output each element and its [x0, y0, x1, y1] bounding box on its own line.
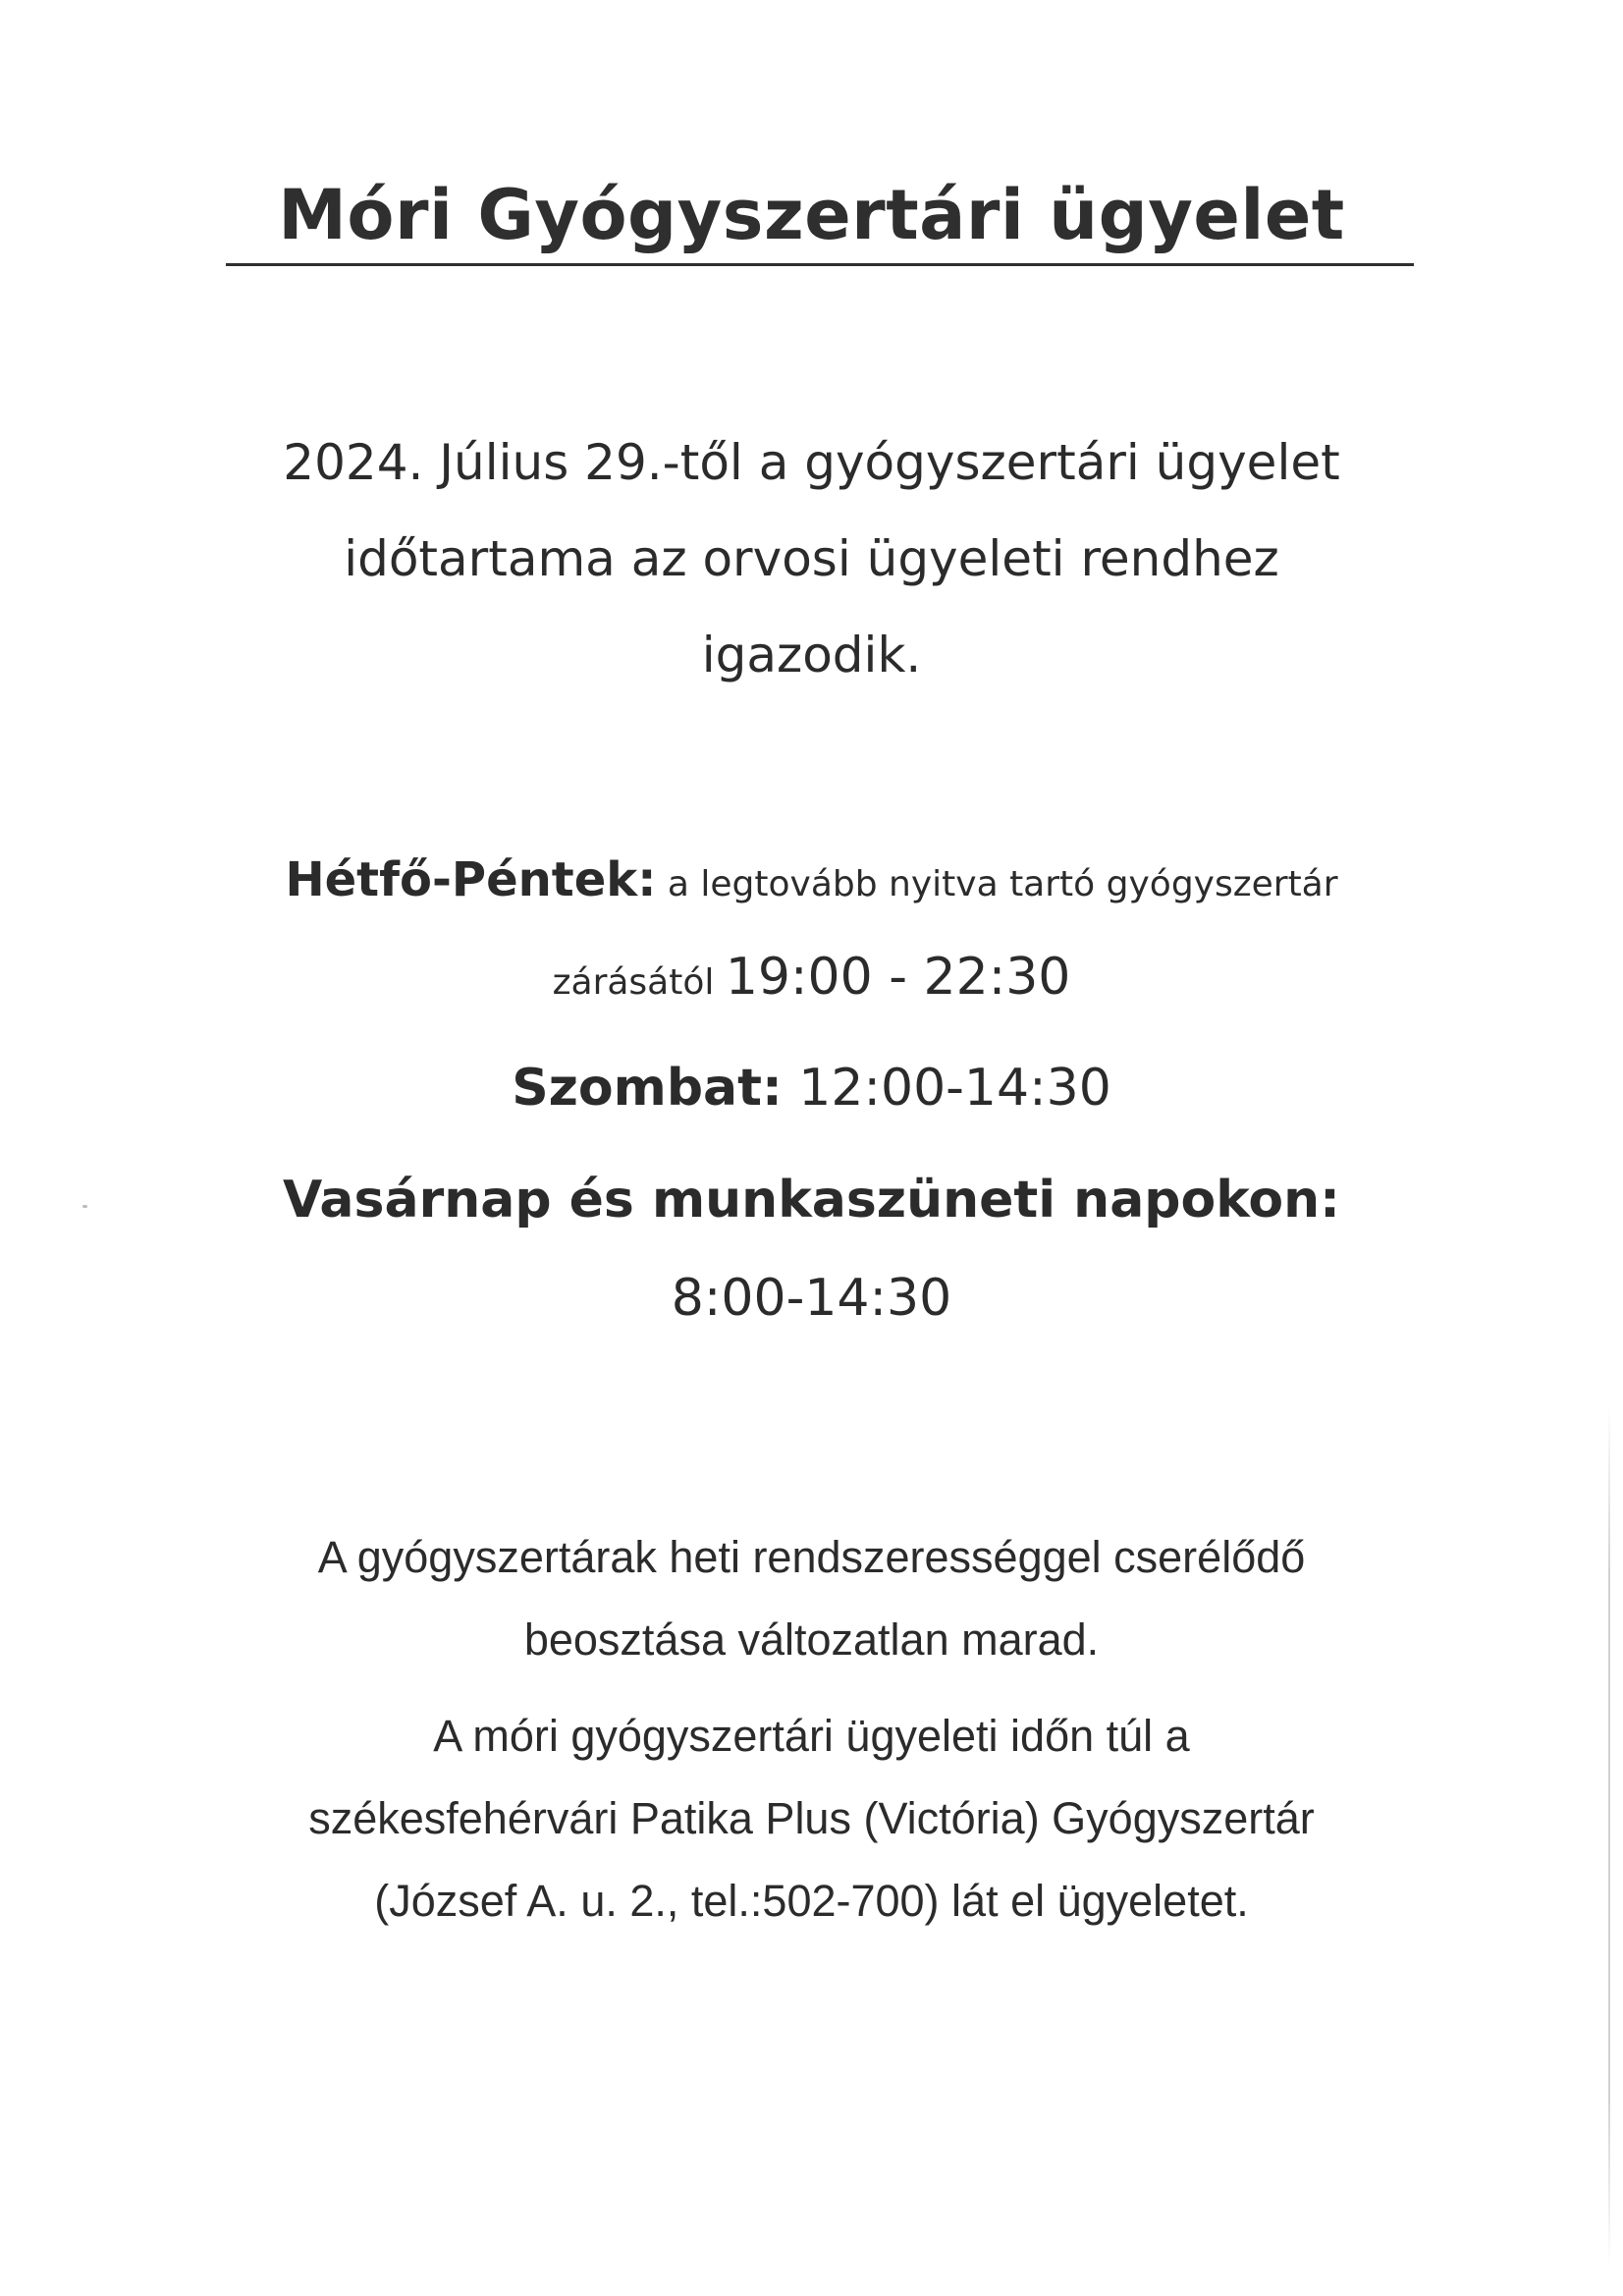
footer-line-3: A móri gyógyszertári ügyeleti időn túl a: [433, 1711, 1190, 1761]
intro-line-2: időtartama az orvosi ügyeleti rendhez: [344, 530, 1279, 587]
scan-edge-line: [1608, 1404, 1610, 2269]
footer-line-1: A gyógyszertárak heti rendszerességgel cserélődő: [317, 1532, 1306, 1582]
title-underline: [226, 263, 1414, 266]
weekday-description: a legtovább nyitva tartó gyógyszertár: [656, 864, 1338, 904]
weekday-label: Hétfő-Péntek:: [285, 852, 657, 907]
weekday-closing-prefix: zárásától: [552, 962, 726, 1003]
intro-line-1: 2024. Július 29.-től a gyógyszertári ügyelet: [283, 434, 1340, 491]
weekday-schedule: [0, 852, 1623, 907]
document-title: Móri Gyógyszertári ügyelet: [278, 175, 1345, 255]
footer-line-5: (József A. u. 2., tel.:502-700) lát el ügyeletet.: [374, 1876, 1249, 1926]
weekday-hours-line: [0, 948, 1623, 1007]
footer-line-4: székesfehérvári Patika Plus (Victória) Gyógyszertár: [308, 1793, 1315, 1843]
saturday-schedule: [0, 1059, 1623, 1118]
sunday-hours: 8:00-14:30: [671, 1269, 952, 1328]
sunday-label: Vasárnap és munkaszüneti napokon:: [283, 1171, 1340, 1230]
saturday-hours: 12:00-14:30: [782, 1059, 1111, 1118]
intro-line-3: igazodik.: [701, 627, 922, 683]
footer-line-2: beosztása változatlan marad.: [523, 1614, 1100, 1665]
saturday-label: Szombat:: [512, 1059, 783, 1118]
weekday-hours: 19:00 - 22:30: [725, 948, 1071, 1007]
scan-speck: [82, 1205, 87, 1208]
